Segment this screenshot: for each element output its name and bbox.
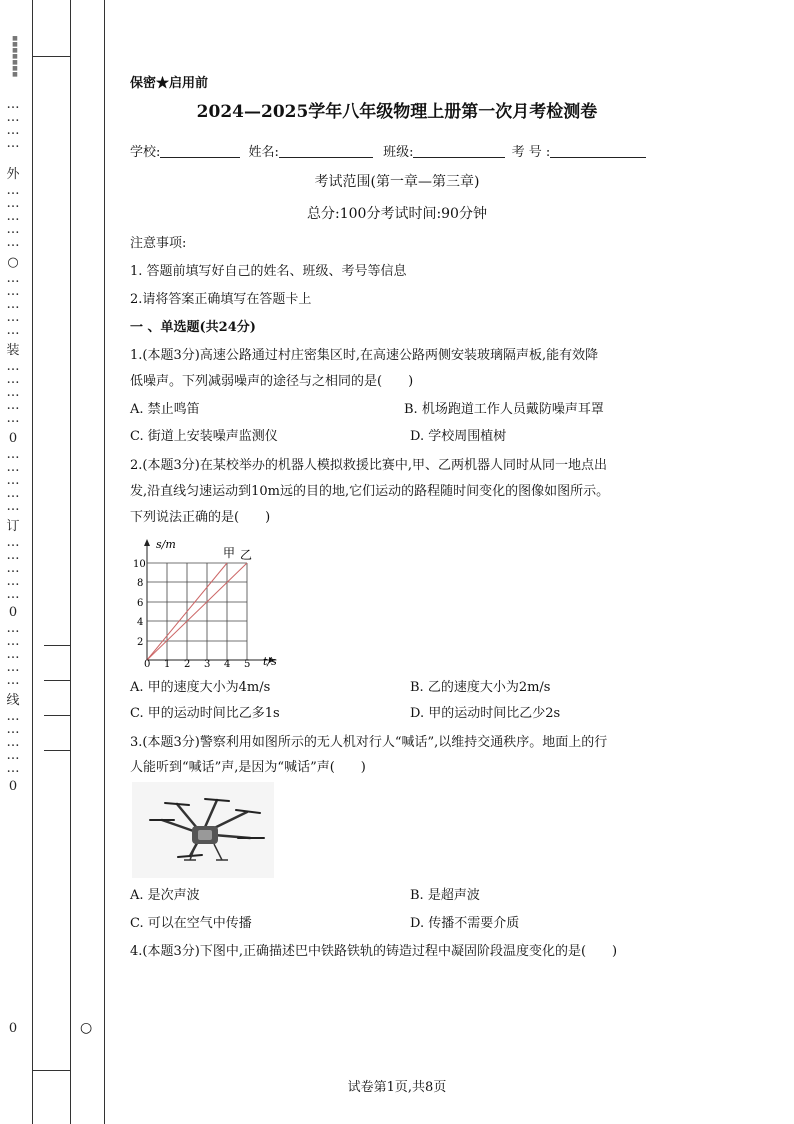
- id-label: 考 号 :: [511, 145, 551, 160]
- margin-char-zhuang: 装: [6, 343, 20, 358]
- option-c[interactable]: C. 街道上安装噪声监测仪: [130, 429, 278, 444]
- drone-image: [132, 782, 274, 878]
- margin-char-wai: 外: [6, 167, 20, 182]
- y-tick: 8: [137, 578, 144, 589]
- binding-tick: [32, 1070, 70, 1071]
- margin-dots: … … … … …: [6, 709, 20, 776]
- x-tick: 1: [164, 659, 171, 670]
- margin-char-zero: 0: [8, 1021, 18, 1036]
- x-tick: 4: [224, 659, 231, 670]
- name-label: 姓名:: [248, 145, 279, 160]
- binding-line: [32, 0, 33, 1124]
- option-d[interactable]: D. 学校周围植树: [410, 429, 507, 444]
- note-item: 1. 答题前填写好自己的姓名、班级、考号等信息: [130, 264, 407, 279]
- y-tick: 4: [137, 617, 144, 628]
- section-heading: 一 、单选题(共24分): [130, 320, 256, 335]
- series-label-yi: 乙: [240, 548, 253, 562]
- name-field[interactable]: [279, 144, 373, 158]
- margin-dots: … … … … …: [6, 447, 20, 514]
- question-stem: 1.(本题3分)高速公路通过村庄密集区时,在高速公路两侧安装玻璃隔声板,能有效降: [130, 348, 599, 363]
- margin-char-zero: 0: [8, 779, 18, 794]
- option-c[interactable]: C. 甲的运动时间比乙多1s: [130, 706, 280, 721]
- x-tick: 5: [244, 659, 251, 670]
- question-stem: 低噪声。下列减弱噪声的途径与之相同的是( ): [130, 374, 414, 389]
- y-tick: 2: [137, 637, 144, 648]
- id-field[interactable]: [550, 144, 646, 158]
- binding-tick: [32, 56, 70, 57]
- option-a[interactable]: A. 禁止鸣笛: [130, 402, 200, 417]
- note-item: 2.请将答案正确填写在答题卡上: [130, 292, 312, 307]
- school-field[interactable]: [160, 144, 240, 158]
- margin-dots: … … … … …: [6, 271, 20, 338]
- binding-tick: [44, 680, 70, 681]
- y-tick: 10: [133, 559, 146, 570]
- binding-circle: ○: [80, 1020, 93, 1036]
- exam-title: 2024—2025学年八年级物理上册第一次月考检测卷: [196, 102, 598, 122]
- confidential-label: 保密★启用前: [130, 76, 209, 91]
- margin-dots: … … … …: [6, 97, 20, 151]
- option-b[interactable]: B. 机场跑道工作人员戴防噪声耳罩: [404, 402, 604, 417]
- x-tick: 0: [144, 659, 151, 670]
- x-tick: 3: [204, 659, 211, 670]
- option-d[interactable]: D. 甲的运动时间比乙少2s: [410, 706, 561, 721]
- binding-margin: [0, 0, 28, 1124]
- y-tick: 6: [137, 598, 144, 609]
- question-stem: 人能听到“喊话”声,是因为“喊话”声( ): [130, 760, 366, 775]
- option-b[interactable]: B. 乙的速度大小为2m/s: [410, 680, 551, 695]
- st-graph: [130, 535, 280, 670]
- option-a[interactable]: A. 是次声波: [130, 888, 200, 903]
- line-yi: [147, 563, 247, 660]
- x-axis-label: t/s: [263, 655, 277, 668]
- margin-dots: … … … … …: [6, 535, 20, 602]
- margin-char-zero: 0: [8, 431, 18, 446]
- margin-dots: … … … … …: [6, 183, 20, 250]
- info-row: [130, 144, 646, 161]
- binding-tick: [44, 750, 70, 751]
- margin-char-circle: ○: [7, 255, 19, 270]
- margin-dots: … … … … …: [6, 621, 20, 688]
- page-footer: 试卷第1页,共8页: [347, 1080, 447, 1095]
- question-stem: 发,沿直线匀速运动到10m远的目的地,它们运动的路程随时间变化的图像如图所示。: [130, 484, 610, 499]
- x-tick: 2: [184, 659, 191, 670]
- y-axis-label: s/m: [156, 538, 176, 551]
- margin-char-ding: 订: [6, 519, 20, 534]
- exam-scope: 考试范围(第一章—第三章): [314, 174, 480, 190]
- notes-heading: 注意事项:: [130, 236, 187, 251]
- class-label: 班级:: [383, 145, 414, 160]
- question-stem: 3.(本题3分)警察利用如图所示的无人机对行人“喊话”,以维持交通秩序。地面上的行: [130, 735, 608, 750]
- question-stem: 下列说法正确的是( ): [130, 510, 271, 525]
- question-stem: 4.(本题3分)下图中,正确描述巴中铁路铁轨的铸造过程中凝固阶段温度变化的是( ): [130, 944, 618, 959]
- binding-line: [70, 0, 71, 1124]
- school-label: 学校:: [130, 145, 161, 160]
- series-label-jia: 甲: [223, 546, 236, 560]
- class-field[interactable]: [413, 144, 505, 158]
- margin-char-zero: 0: [8, 605, 18, 620]
- margin-dots: ■ ■ ■ ■ ■ ■ ■: [12, 35, 18, 78]
- y-axis-arrow: [144, 539, 150, 546]
- binding-line: [104, 0, 105, 1124]
- binding-tick: [44, 645, 70, 646]
- binding-tick: [44, 715, 70, 716]
- option-a[interactable]: A. 甲的速度大小为4m/s: [130, 680, 271, 695]
- option-d[interactable]: D. 传播不需要介质: [410, 916, 520, 931]
- score-time: 总分:100分考试时间:90分钟: [307, 206, 487, 222]
- option-c[interactable]: C. 可以在空气中传播: [130, 916, 252, 931]
- option-b[interactable]: B. 是超声波: [410, 888, 480, 903]
- margin-dots: … … … … …: [6, 359, 20, 426]
- margin-char-xian: 线: [6, 693, 20, 708]
- question-stem: 2.(本题3分)在某校举办的机器人模拟救援比赛中,甲、乙两机器人同时从同一地点出: [130, 458, 607, 473]
